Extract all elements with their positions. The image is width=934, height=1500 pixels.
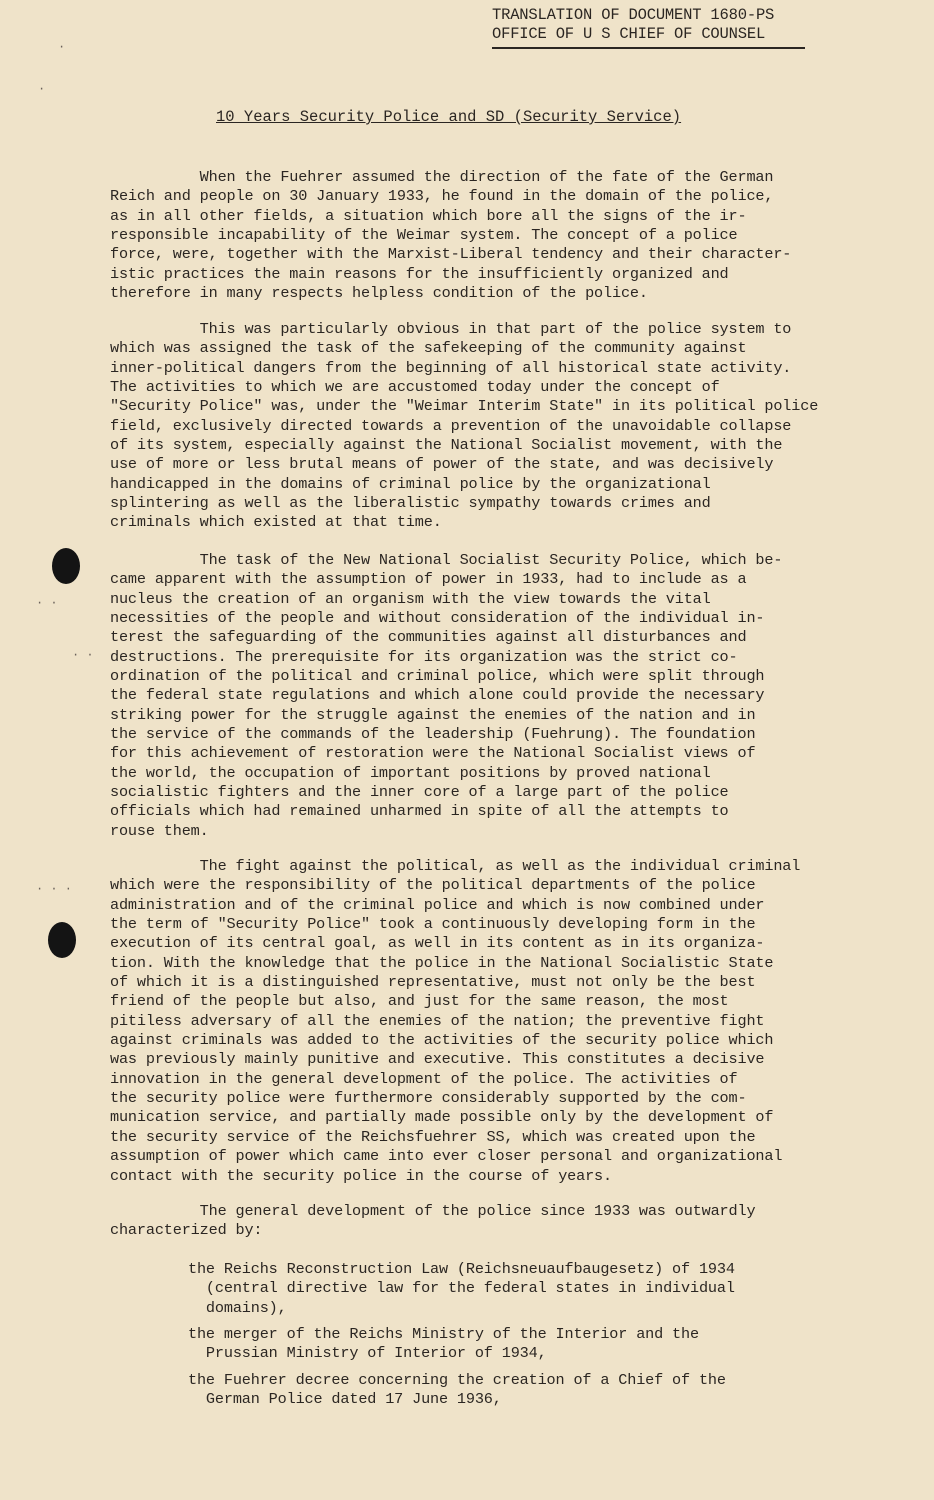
header-office-line: OFFICE OF U S CHIEF OF COUNSEL <box>492 25 766 43</box>
document-header <box>492 6 805 49</box>
margin-mark: · · <box>72 648 94 662</box>
paragraph-2: This was particularly obvious in that part of the police system to which was assigned the task of the safekeeping of the community against inner-political dangers from the beginning of all historical state activity. The activities to which we are accustomed today under the concept of "Security Police" was, under the "Weimar Interim State" in its political police field, exclusively directed towards a prevention of the unavoidable collapse of its system, especially against the National Socialist movement, with the use of more or less brutal means of power of the state, and was decisively handicapped in the domains of criminal police by the organizational splintering as well as the liberalistic sympathy towards crimes and criminals which existed at that time. <box>110 320 819 532</box>
paragraph-1: When the Fuehrer assumed the direction of the fate of the German Reich and people on 30 January 1933, he found in the domain of the police, as in all other fields, a situation which bore all the signs of the ir- responsible incapability of the Weimar system. The concept of a police force, were, together with the Marxist-Liberal tendency and their character- istic practices the main reasons for the insufficiently organized and therefore in many respects helpless condition of the police. <box>110 168 792 303</box>
paragraph-4: The fight against the political, as well as the individual criminal which were the responsibility of the political departments of the police administration and of the criminal police and which is now combined under the term of "Security Police" took a continuously developing form in the execution of its central goal, as well in its content as in its organiza- tion. With the knowledge that the police in the National Socialistic State of which it is a distinguished representative, must not only be the best friend of the people but also, and just for the same reason, the most pitiless adversary of all the enemies of the nation; the preventive fight against criminals was added to the activities of the security police which was previously mainly punitive and executive. This constitutes a decisive innovation in the general development of the police. The activities of the security police were furthermore considerably supported by the com- munication service, and partially made possible only by the development of the security service of the Reichsfuehrer SS, which was created upon the assumption of power which came into ever closer personal and organizational contact with the security police in the course of years. <box>110 857 801 1185</box>
margin-mark: · · <box>36 596 58 610</box>
punch-hole <box>48 922 76 958</box>
header-underline <box>492 47 805 49</box>
paragraph-3: The task of the New National Socialist Security Police, which be- came apparent with the assumption of power in 1933, had to include as a nucleus the creation of an organism with the view towards the vital necessities of the people and without consideration of the individual in- terest the safeguarding of the communities against all disturbances and destructions. The prerequisite for its organization was the strict co- ordination of the political and criminal police, which were split through the federal state regulations and which alone could provide the necessary striking power for the struggle against the enemies of the nation and in the service of the commands of the leadership (Fuehrung). The foundation for this achievement of restoration were the National Socialist views of the world, the occupation of important positions by proved national socialistic fighters and the inner core of a large part of the police officials which had remained unharmed in spite of all the attempts to rouse them. <box>110 551 783 840</box>
margin-mark: · <box>58 40 66 54</box>
list-item: the Fuehrer decree concerning the creation of a Chief of the German Police dated 17 June 1936, <box>188 1371 726 1409</box>
header-translation-line: TRANSLATION OF DOCUMENT 1680-PS <box>492 6 775 24</box>
list-item: the Reichs Reconstruction Law (Reichsneuaufbaugesetz) of 1934 (central directive law for the federal states in individual domains), <box>188 1260 735 1317</box>
punch-hole <box>52 548 80 584</box>
paragraph-5: The general development of the police since 1933 was outwardly characterized by: <box>110 1202 756 1240</box>
document-title: 10 Years Security Police and SD (Security Service) <box>216 108 682 126</box>
list-item: the merger of the Reichs Ministry of the Interior and the Prussian Ministry of Interior of 1934, <box>188 1325 699 1363</box>
margin-mark: · · · <box>36 882 73 896</box>
margin-mark: · <box>38 82 46 96</box>
